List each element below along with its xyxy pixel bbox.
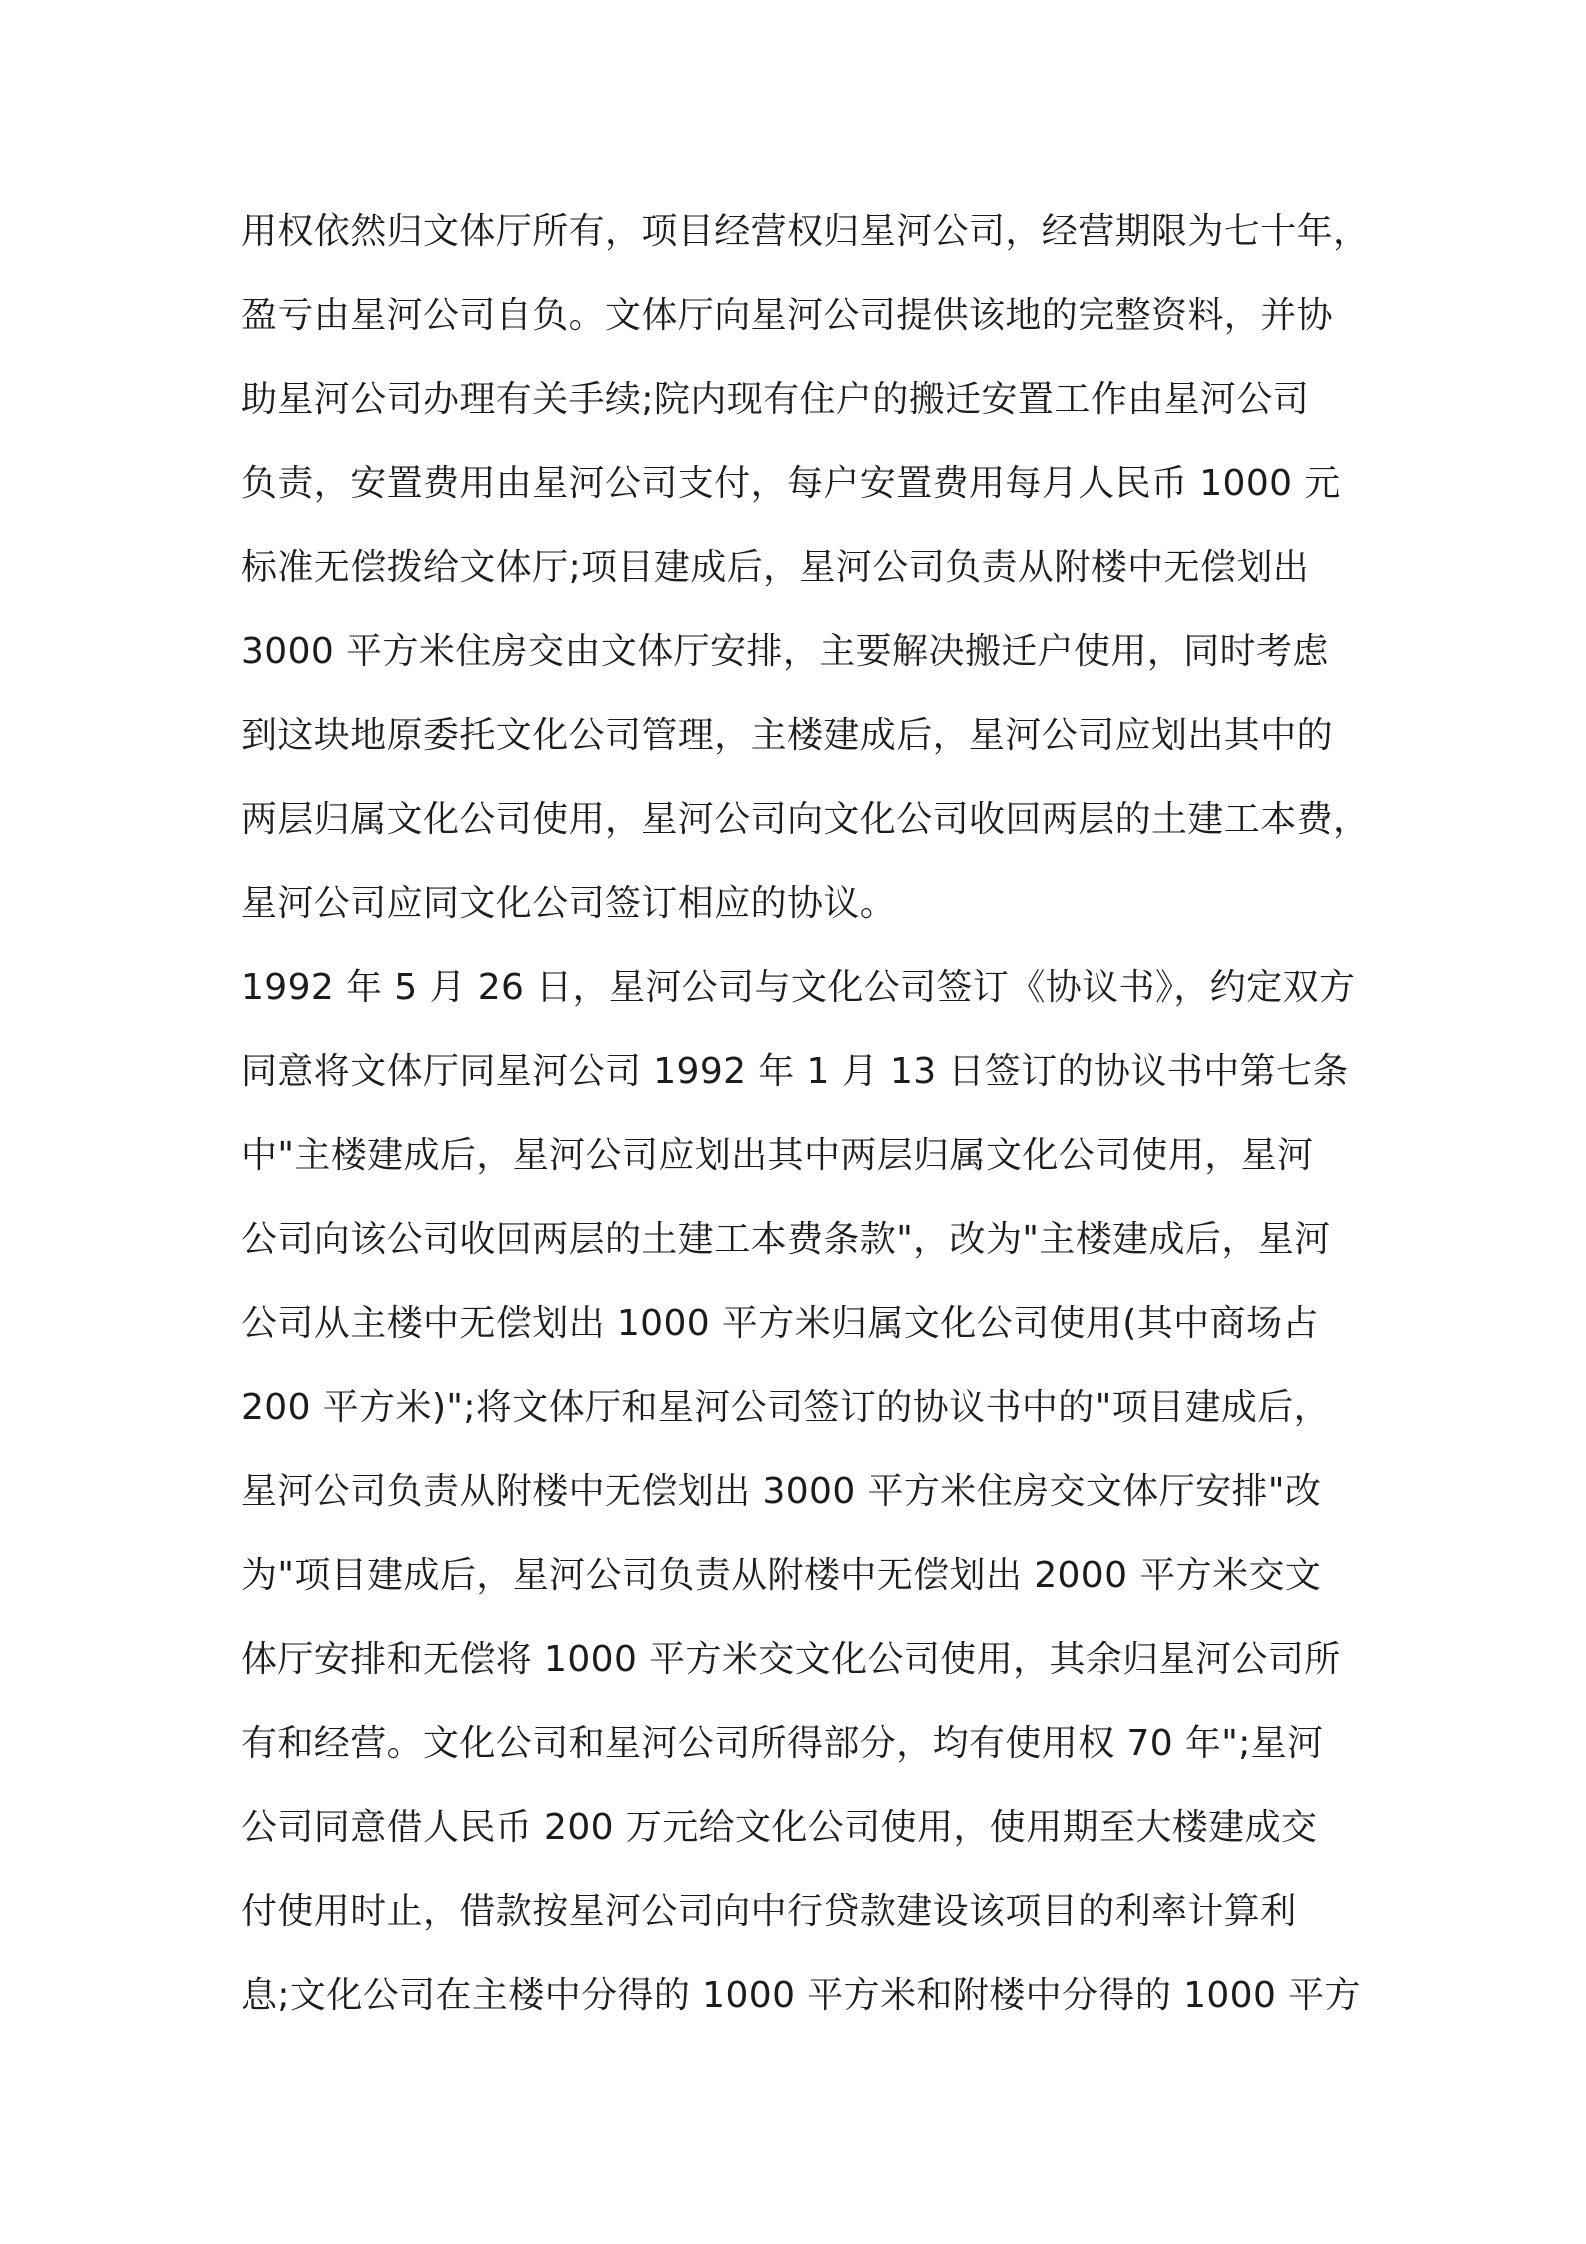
text-line: 助星河公司办理有关手续;院内现有住户的搬迁安置工作由星河公司 (241, 379, 1310, 420)
text-line: 标准无偿拨给文体厅;项目建成后，星河公司负责从附楼中无偿划出 (241, 547, 1310, 588)
text-line: 盈亏由星河公司自负。文体厅向星河公司提供该地的完整资料，并协 (241, 295, 1334, 336)
text-line: 到这块地原委托文化公司管理，主楼建成后，星河公司应划出其中的 (241, 715, 1334, 756)
text-line: 1992 年 5 月 26 日，星河公司与文化公司签订《协议书》，约定双方 (241, 967, 1356, 1008)
text-line: 用权依然归文体厅所有，项目经营权归星河公司，经营期限为七十年， (241, 211, 1370, 252)
text-line: 星河公司应同文化公司签订相应的协议。 (241, 883, 897, 924)
text-line: 200 平方米)";将文体厅和星河公司签订的协议书中的"项目建成后， (241, 1387, 1331, 1428)
text-line: 体厅安排和无偿将 1000 平方米交文化公司使用，其余归星河公司所 (241, 1639, 1341, 1680)
text-line: 同意将文体厅同星河公司 1992 年 1 月 13 日签订的协议书中第七条 (241, 1051, 1349, 1092)
text-line: 为"项目建成后，星河公司负责从附楼中无偿划出 2000 平方米交文 (241, 1555, 1322, 1596)
text-line: 公司向该公司收回两层的土建工本费条款"，改为"主楼建成后，星河 (241, 1219, 1331, 1260)
text-line: 公司同意借人民币 200 万元给文化公司使用，使用期至大楼建成交 (241, 1807, 1318, 1848)
text-line: 公司从主楼中无偿划出 1000 平方米归属文化公司使用(其中商场占 (241, 1303, 1319, 1344)
text-line: 3000 平方米住房交由文体厅安排，主要解决搬迁户使用，同时考虑 (241, 631, 1329, 672)
text-line: 星河公司负责从附楼中无偿划出 3000 平方米住房交文体厅安排"改 (241, 1471, 1322, 1512)
text-line: 两层归属文化公司使用，星河公司向文化公司收回两层的土建工本费， (241, 799, 1370, 840)
text-line: 付使用时止，借款按星河公司向中行贷款建设该项目的利率计算利 (241, 1891, 1297, 1932)
text-line: 息;文化公司在主楼中分得的 1000 平方米和附楼中分得的 1000 平方 (241, 1975, 1361, 2016)
text-line: 中"主楼建成后，星河公司应划出其中两层归属文化公司使用，星河 (241, 1135, 1314, 1176)
text-line: 有和经营。文化公司和星河公司所得部分，均有使用权 70 年";星河 (241, 1723, 1324, 1764)
document-body (241, 200, 1370, 2048)
text-line: 负责，安置费用由星河公司支付，每户安置费用每月人民币 1000 元 (241, 463, 1341, 504)
